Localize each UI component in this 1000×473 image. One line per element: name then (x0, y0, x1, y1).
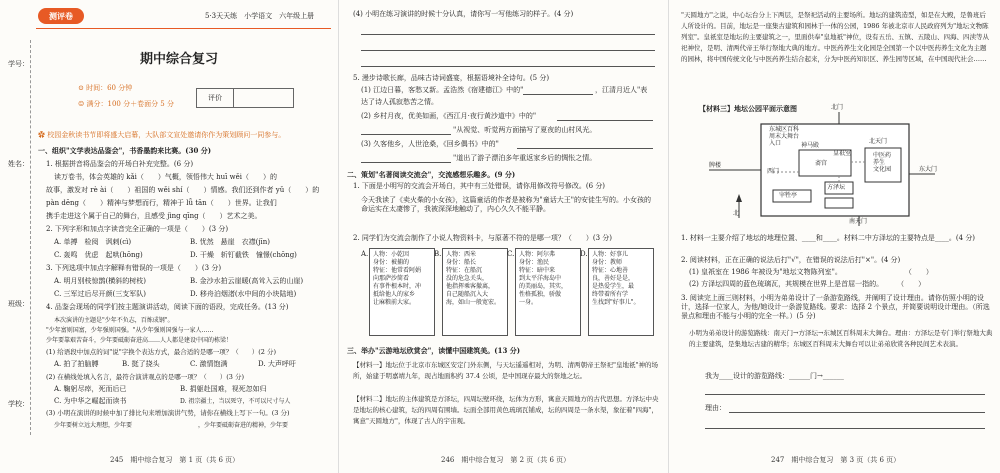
map-zhaigong: 斋宫 (815, 160, 828, 167)
q4-text-2: "少年富则国富，少年强则国强。"从少年强则国强与一家人…… (46, 327, 214, 334)
page-1 (0, 0, 338, 473)
q4-3-prompt: (3) 小明在演讲的时候中加了排比句来增加演讲气势，请你在横线上写下一句。(3 分) (46, 409, 290, 417)
q3-option-c: C. 三军过后尽开颜(三支军队) (54, 290, 147, 298)
q5-1-blank[interactable] (523, 94, 593, 95)
card-a-label: A. (361, 250, 369, 258)
q9-2: (2) 方泽坛四周的蓝色琉璃瓦，其规模在世界上是首屈一指的。 （ ） (689, 280, 926, 288)
q5-1-c: 达了诗人孤寂愁苦之情。 (361, 98, 438, 106)
map-fangze: 方泽坛 (827, 184, 846, 191)
answer-line[interactable] (361, 34, 655, 35)
answer-line[interactable] (729, 412, 985, 413)
q4-1-prompt: (1) 给语段中加点的词"说"字换个表达方式，最合适的是哪一项？（ ）(2 分) (46, 348, 277, 356)
binding-line (30, 40, 31, 435)
evaluation-box (196, 88, 294, 108)
card-c: 人物：阿尔弗 身份：渔民 特征：暗中来 到太平洋海岛中 的美丽岛，其实， 性格孤独，骄傲 一身。 (515, 248, 581, 336)
map-paifang: 牌楼 (709, 162, 722, 169)
answer-line[interactable] (361, 50, 655, 51)
school-label: 学校： (8, 400, 29, 408)
class-label: 班级： (8, 300, 29, 308)
q5-2-blank[interactable] (361, 134, 451, 135)
material-1: 【材料一】地坛位于北京市东城区安定门外东侧，与天坛遥遥相对，为明、清两朝帝王祭祀"皇地祇"神的场所，始建于明嘉靖九年，现占地面积约 37.4 公顷，是中国现存最大的祭地之坛。 (353, 361, 658, 380)
page-title: 期中综合复习 (140, 52, 219, 67)
q1-line-d: 携手走进这个属于自己的舞台，且感受 jìng qīng（ ）艺术之美。 (46, 212, 262, 220)
q5-3-b: "道出了游子漂泊多年重返家乡后的惆怅之情。 (453, 154, 597, 162)
map-south-gate: 南天门 (849, 218, 868, 225)
time-info: ⊙ 时间：60 分钟 (78, 84, 133, 92)
page-3-footer: 247 期中综合复习 第 3 页（共 6 页） (771, 456, 901, 464)
series-header: 5·3天天练 小学语文 六年级上册 (205, 12, 315, 20)
q4-2-option-b: B. 捐躯赴国难，视死忽如归 (180, 385, 267, 393)
q10-route: 我为____设计的游览路线：______门→______ (705, 372, 844, 380)
section-3-heading: 三、举办"云游地坛欣赏会"，读懂中国建筑美。(13 分) (347, 346, 521, 355)
map-north-gate: 北门 (831, 104, 844, 111)
q5-1-a: (1) 江边日暮，客愁又新。孟浩然《宿建德江》中的" (361, 86, 524, 94)
page-3 (668, 0, 1000, 473)
q2-option-d: D. 干燥 斩钉截铁 憧憬(chōng) (190, 251, 297, 259)
material-2: 【材料二】地坛的主体建筑是方泽坛，四周坛壁环绕，坛体为方形，寓意天圆地方的古代思想。方泽坛中央是地坛的核心建筑，坛的四周有围墙。坛面全部用黄色琉璃瓦铺成，坛的四周是一条水渠，象征着"四海"，寓意"天圆地方"，体现了古人的宇宙观。 (353, 395, 659, 425)
map-bei-tianmen: 北天门 (869, 138, 888, 145)
card-c-label: C. (507, 250, 515, 258)
q4-text-3: 少年要靠艰苦奋斗，少年要砥砺奋进高……人人都是建设中国的栋梁！ (46, 337, 233, 344)
section-1-heading: 一、组织"文学表达品鉴会"，书香墨韵来比赛。(30 分) (38, 146, 212, 155)
q4-2-option-d: D. 祖宗疆土，当以死守，不可以尺寸与人 (180, 398, 291, 405)
q3-option-b: B. 金沙水拍云崖暖(高耸入云的山崖) (190, 277, 304, 285)
answer-line[interactable] (705, 394, 985, 395)
q5-2-b: "从视觉、听觉两方面描写了夏夜的山村风光。 (453, 126, 597, 134)
answer-line[interactable] (361, 66, 655, 67)
q4-2-option-c: C. 为中华之崛起而读书 (54, 397, 127, 405)
q6-prompt: 1. 下面是小明写的交流会开场白，其中有三处错误，请你用修改符号修改。(6 分) (353, 182, 606, 190)
q8-prompt: 1. 材料一主要介绍了地坛的地理位置、____和____。材料二中方泽坛的主要特点是____。(4 分) (681, 234, 976, 242)
q9-1: (1) 皇祇室在 1986 年被设为"地坛文物陈列室"。 （ ） (689, 268, 933, 276)
map-title: 【材料三】地坛公园平面示意图 (699, 104, 797, 113)
q3-option-a: A. 明月别枝惊鹊(横斜的树枝) (54, 277, 146, 285)
q2-option-b: B. 忧然 悬崖 衣襟(jīn) (190, 238, 270, 246)
q6-text: 今天我读了《卖火柴的小女孩》，这篇童话的作者是被称为"童话大王"的安徒生写的。小女孩的命运实在太凄惨了，我被深深地触动了，内心久久不能平静。 (361, 196, 651, 213)
map-zaishengting: 宰牲亭 (779, 192, 798, 199)
page-2 (338, 0, 669, 473)
map-west-gate: 西门 (767, 168, 780, 175)
q4-1-option-d: D. 大声呼吁 (258, 360, 296, 368)
q2-option-a: A. 单搏 检阅 讽刺(cì) (54, 238, 132, 246)
q3-option-d: D. 移舟泊烟渚(水中间的小块陆地) (190, 290, 297, 298)
q5-2-blank[interactable] (557, 120, 653, 121)
material-2-continued: "天圆地方"之说，中心坛台分上下两层，是祭祀活动的主要场所。地坛的建筑造型，如是在大殿，是鲁班后人所设计的。目前，地坛是一座集古建筑和园林于一体的公园，1986 年被北京市人民政府列为"地坛文物陈列室"。皇祇室是地坛的主要建筑之一，里面供奉"皇地祇"神位，设有五岳、五镇、五陵山、四海、四渎等从祀神位，是明、清两代帝王举行祭地大典的地方。中医药养生文化园是全国第一个以中医药养生文化为主题的园林，将中国传统文化与中医药养生结合起来，分为中医药知识区、养生园等区域，在中国现代社会…… (681, 11, 989, 63)
card-b: 人物：西米 身份：船长 特征：在船沉 没的危急关头， 他指挥乘客撤离， 自己随船沉入大 海，如山一般宽宏。 (442, 248, 508, 336)
q10-example: 小明为弟弟设计的游览路线：南天门→方泽坛→东城区百科周末大舞台。理由：方泽坛是专门举行祭地大典的主要建筑，是集地坛古建的精华；东城区百科周末大舞台可以让弟弟欣赏各种民间艺术表演。 (689, 329, 993, 348)
q7-prompt: 2. 同学们为交流会制作了小说人物资料卡，与原著不符的是哪一项？（ ）(3 分) (353, 234, 613, 242)
q1-line-a: 读万卷书，体会英雄的 kǎi（ ）气概，领悟伟大 huī wěi（ ）的 (54, 173, 277, 181)
name-label: 姓名： (8, 160, 29, 168)
q5-prompt: 5. 漫步诗歌长廊，品味古诗词盛宴，根据语境补全诗句。(5 分) (353, 74, 550, 82)
score-info: ☺ 满分：100 分＋卷面分 5 分 (78, 100, 174, 108)
q9-prompt: 2. 阅读材料，正在正确的说法后打"√"，在错误的说法后打"×"。(4 分) (681, 256, 901, 264)
card-b-label: B. (434, 250, 442, 258)
q4-3-text: 少年要树立远大理想，少年要 ，少年要砥砺奋进的精神，少年要 (54, 422, 289, 429)
card-d: 人物：好事儿 身份：教师 特征：心地善 良，善好是是， 是热爱学生，最 终带着所有学 生找到"好事儿"。 (588, 248, 654, 336)
q2-prompt: 2. 下列字形和加点字读音完全正确的一项是（ ）(3 分) (46, 225, 229, 233)
q1-prompt: 1. 根据拼音将品鉴会的开场白补充完整。(6 分) (46, 160, 194, 168)
q10-reason: 理由： (705, 404, 726, 412)
q5-2-a: (2) 乡村月夜，优美如画，《西江月·夜行黄沙道中》中的" (361, 112, 537, 120)
header-rule (36, 28, 331, 29)
page-2-footer: 246 期中综合复习 第 2 页（共 6 页） (441, 456, 571, 464)
q5-3-blank[interactable] (361, 162, 451, 163)
intro-text: ✿ 校园金秋读书节即将盛大启幕，大队部文宣处邀请你作为策划顾问一同参与。 (38, 131, 286, 139)
map-east-gate: 东大门 (919, 166, 938, 173)
q5-3-a: (3) 久客他乡，人世沧桑，《回乡偶书》中的" (361, 140, 499, 148)
q4-2-prompt: (2) 在横线处填入名言，最符合演讲观点的是哪一项？（ ）(3 分) (46, 373, 245, 381)
q4-prompt: 4. 品鉴会现场的同学们按主题演讲活动，阅读下面的语段，完成任务。(13 分) (46, 303, 289, 311)
q4-1-option-b: B. 挺了挠头 (122, 360, 160, 368)
student-id-label: 学号： (8, 60, 29, 68)
q4-4-prompt: (4) 小明在练习演讲的时候十分认真，请你写一写他练习的样子。(4 分) (353, 10, 574, 18)
answer-line[interactable] (705, 428, 985, 429)
q10-prompt: 3. 阅读完上面三则材料，小明为弟弟设计了一条游览路线，并阐明了设计理由。请你仿照小明的设计，选择一位家人，为他/她设计一条游览路线。要求：选择 2 个景点，并简要说明设计理由。（所选景点和理由不能与小明的完全一样。）(5 分) (681, 294, 990, 320)
map-north-entrance: 东城区百科 周末大舞台 入口 (769, 126, 800, 147)
q4-1-option-a: A. 拍了拍脑膊 (54, 360, 99, 368)
q1-line-b: 故事，激发对 rè ài（ ）祖国的 wěi shí（ ）情感。我们还到作者 yǔ（ ）的 (46, 186, 320, 194)
card-a: 人物：小乾因 身份：被捕的 特征：他常看阿娟 向那萨沙简看 有事件根本时，冲 抵给他人的家乡 让麻粮前大家。 (369, 248, 435, 336)
card-d-label: D. (580, 250, 588, 258)
q3-prompt: 3. 下列选项中加点字解释有错误的一项是（ ）(3 分) (46, 264, 222, 272)
compass-icon: 北 (733, 210, 740, 217)
map-huangqi: 皇祇室 (833, 150, 852, 157)
q4-text-1: 本次演讲的主题是"少年不负志，百炼成钢"。 (54, 317, 174, 324)
park-map-svg (669, 112, 1000, 232)
test-badge: 测评卷 (38, 8, 84, 24)
q1-line-c: pàn dēng（ ）精神与梦想而行，精神于 lǚ tān（ ）世界。让我们 (46, 199, 277, 207)
q4-2-option-a: A. 鞠躬尽瘁，死而后已 (54, 385, 127, 393)
page-1-footer: 245 期中综合复习 第 1 页（共 6 页） (110, 456, 240, 464)
evaluation-label: 评价 (197, 89, 234, 107)
map-shenku: 神马殿 (801, 142, 820, 149)
q5-1-b: ，江清月近人"表 (595, 86, 648, 94)
section-2-heading: 二、策划"名著阅读交流会"，交流感想乐趣多。(9 分) (347, 170, 516, 179)
map-zhongyi: 中医药 养生 文化园 (873, 152, 892, 173)
q2-option-c: C. 轰鸣 优虑 起哄(hōng) (54, 251, 143, 259)
q4-1-option-c: C. 激情饱满 (190, 360, 228, 368)
q5-3-blank[interactable] (517, 148, 653, 149)
